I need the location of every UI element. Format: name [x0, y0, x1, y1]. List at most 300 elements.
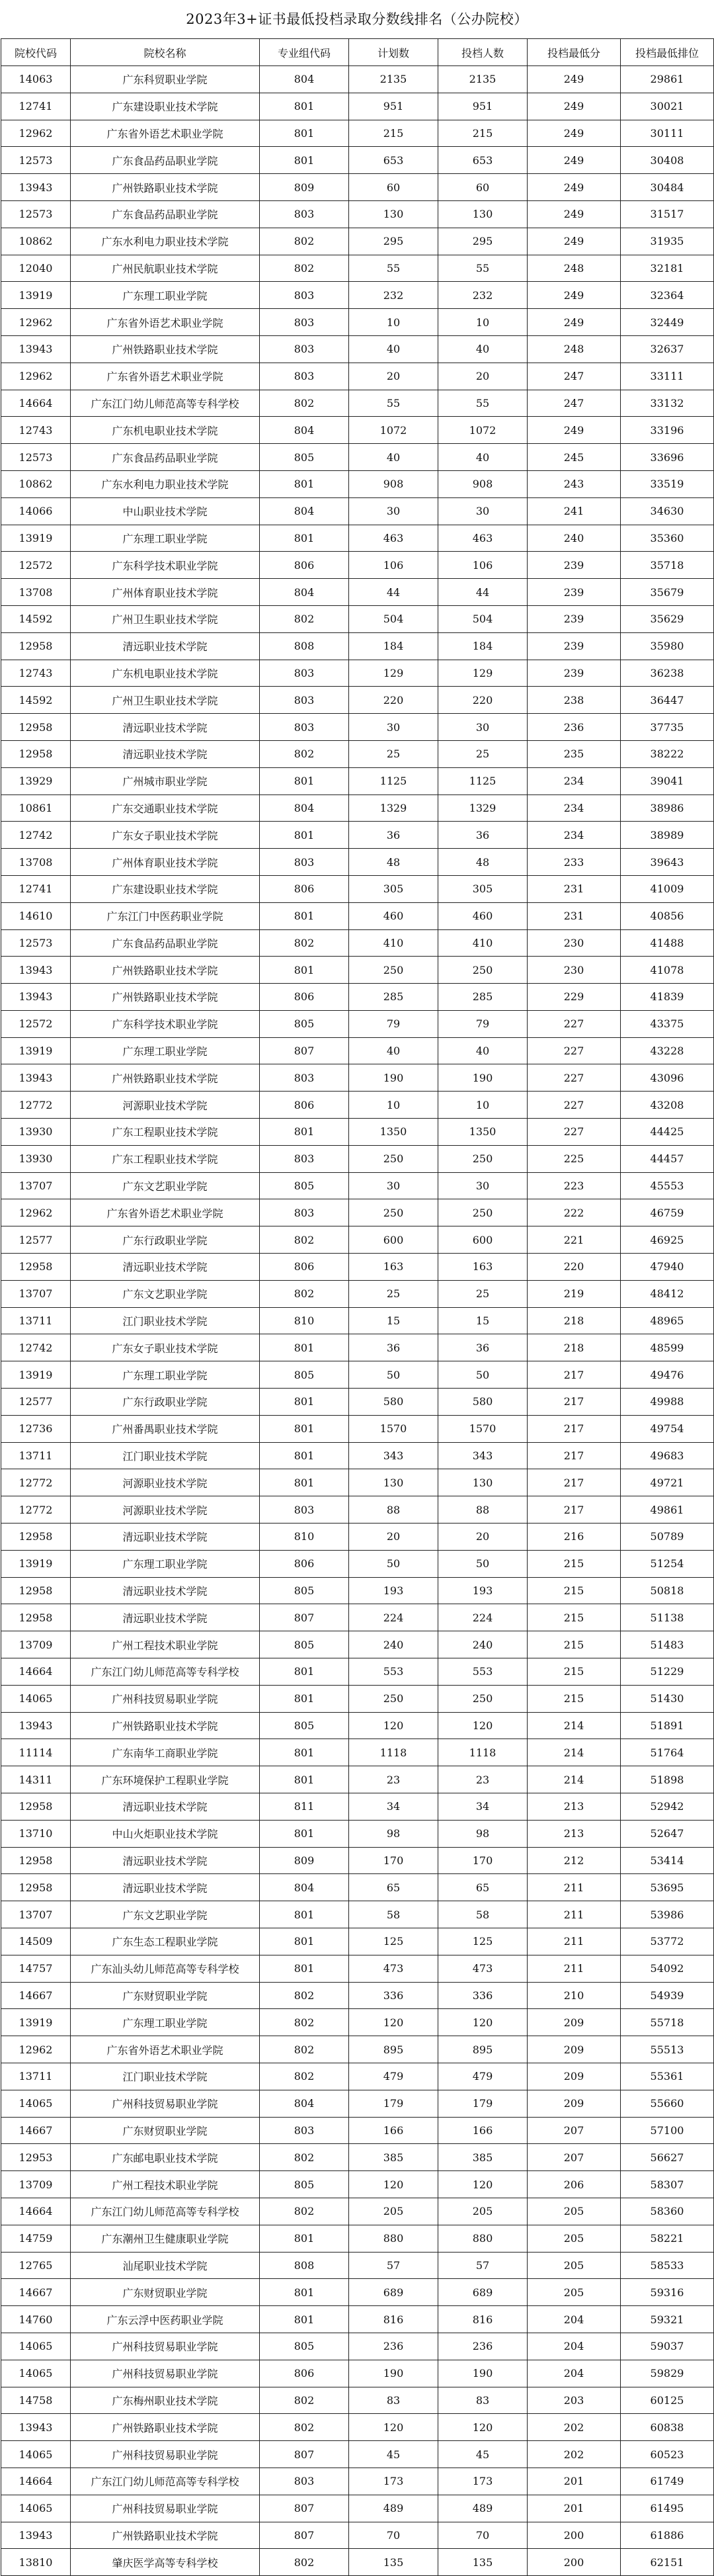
cell-min-score: 227	[528, 1037, 621, 1064]
cell-plan-count: 489	[349, 2495, 438, 2522]
cell-enrolled-count: 895	[438, 2036, 528, 2063]
cell-school-name: 广东科贸职业学院	[71, 66, 260, 93]
cell-major-group-code: 807	[260, 2495, 349, 2522]
admission-score-table	[1, 38, 714, 2576]
cell-school-name: 广东南华工商职业学院	[71, 1739, 260, 1766]
cell-major-group-code: 801	[260, 1442, 349, 1469]
cell-min-score: 205	[528, 2252, 621, 2279]
cell-school-code: 14065	[1, 2360, 71, 2387]
cell-enrolled-count: 30	[438, 714, 528, 741]
cell-enrolled-count: 489	[438, 2495, 528, 2522]
cell-enrolled-count: 50	[438, 1550, 528, 1577]
table-row	[1, 363, 714, 390]
cell-school-name: 广东理工职业学院	[71, 1037, 260, 1064]
table-row	[1, 1955, 714, 1982]
cell-major-group-code: 802	[260, 2414, 349, 2441]
cell-min-score: 216	[528, 1524, 621, 1551]
cell-plan-count: 504	[349, 605, 438, 632]
cell-min-score: 230	[528, 929, 621, 957]
cell-enrolled-count: 410	[438, 929, 528, 957]
cell-school-code: 13709	[1, 1631, 71, 1658]
cell-major-group-code: 801	[260, 1658, 349, 1686]
cell-school-name: 广东建设职业技术学院	[71, 875, 260, 902]
cell-major-group-code: 801	[260, 2279, 349, 2306]
table-row	[1, 444, 714, 471]
cell-enrolled-count: 232	[438, 282, 528, 309]
cell-school-code: 14667	[1, 2117, 71, 2144]
cell-plan-count: 1118	[349, 1739, 438, 1766]
cell-enrolled-count: 250	[438, 1145, 528, 1172]
cell-min-score: 241	[528, 497, 621, 525]
table-row	[1, 1469, 714, 1496]
cell-major-group-code: 801	[260, 147, 349, 174]
cell-school-name: 广东财贸职业学院	[71, 1982, 260, 2009]
cell-school-name: 广东交通职业技术学院	[71, 794, 260, 822]
table-row	[1, 1550, 714, 1577]
cell-school-name: 广东行政职业学院	[71, 1226, 260, 1254]
cell-school-code: 12577	[1, 1226, 71, 1254]
cell-plan-count: 460	[349, 902, 438, 929]
cell-major-group-code: 802	[260, 1982, 349, 2009]
cell-min-score: 211	[528, 1928, 621, 1955]
cell-enrolled-count: 40	[438, 335, 528, 363]
cell-enrolled-count: 463	[438, 525, 528, 552]
cell-school-name: 广州体育职业技术学院	[71, 579, 260, 606]
table-row	[1, 1658, 714, 1686]
cell-major-group-code: 801	[260, 1928, 349, 1955]
cell-enrolled-count: 1570	[438, 1415, 528, 1442]
cell-min-rank: 32364	[621, 282, 714, 309]
table-row	[1, 525, 714, 552]
cell-plan-count: 305	[349, 875, 438, 902]
table-row	[1, 929, 714, 957]
cell-major-group-code: 803	[260, 335, 349, 363]
cell-major-group-code: 802	[260, 1280, 349, 1307]
cell-min-score: 201	[528, 2495, 621, 2522]
cell-plan-count: 205	[349, 2198, 438, 2225]
cell-major-group-code: 802	[260, 2036, 349, 2063]
cell-enrolled-count: 951	[438, 93, 528, 120]
cell-school-name: 广州科技贸易职业学院	[71, 2090, 260, 2117]
table-row	[1, 1064, 714, 1092]
cell-plan-count: 30	[349, 497, 438, 525]
table-row	[1, 1145, 714, 1172]
cell-major-group-code: 805	[260, 2333, 349, 2360]
cell-enrolled-count: 343	[438, 1442, 528, 1469]
cell-major-group-code: 806	[260, 1550, 349, 1577]
cell-major-group-code: 802	[260, 255, 349, 282]
cell-min-rank: 41488	[621, 929, 714, 957]
cell-min-rank: 35360	[621, 525, 714, 552]
cell-enrolled-count: 130	[438, 200, 528, 228]
cell-school-name: 广州科技贸易职业学院	[71, 2495, 260, 2522]
cell-min-score: 215	[528, 1631, 621, 1658]
cell-min-score: 206	[528, 2171, 621, 2198]
cell-school-name: 广州铁路职业技术学院	[71, 957, 260, 984]
cell-min-rank: 46925	[621, 1226, 714, 1254]
cell-major-group-code: 802	[260, 1226, 349, 1254]
cell-min-rank: 47940	[621, 1254, 714, 1281]
cell-min-rank: 61886	[621, 2522, 714, 2549]
cell-school-code: 12573	[1, 929, 71, 957]
cell-enrolled-count: 50	[438, 1361, 528, 1389]
cell-min-rank: 43375	[621, 1010, 714, 1037]
cell-min-rank: 48965	[621, 1307, 714, 1334]
cell-major-group-code: 807	[260, 2441, 349, 2468]
cell-school-code: 10862	[1, 470, 71, 497]
cell-school-name: 广东环境保护工程职业学院	[71, 1766, 260, 1793]
cell-school-name: 广州铁路职业技术学院	[71, 174, 260, 201]
cell-min-rank: 35980	[621, 632, 714, 660]
cell-major-group-code: 810	[260, 1307, 349, 1334]
cell-school-code: 12772	[1, 1496, 71, 1524]
cell-major-group-code: 802	[260, 2387, 349, 2414]
cell-major-group-code: 801	[260, 767, 349, 794]
cell-min-rank: 53986	[621, 1901, 714, 1928]
cell-enrolled-count: 20	[438, 1524, 528, 1551]
cell-enrolled-count: 98	[438, 1820, 528, 1847]
cell-school-code: 12958	[1, 1847, 71, 1874]
cell-plan-count: 220	[349, 687, 438, 714]
cell-plan-count: 689	[349, 2279, 438, 2306]
cell-enrolled-count: 163	[438, 1254, 528, 1281]
cell-school-code: 13919	[1, 282, 71, 309]
cell-enrolled-count: 295	[438, 228, 528, 255]
cell-school-name: 广东省外语艺术职业学院	[71, 363, 260, 390]
cell-min-score: 249	[528, 417, 621, 444]
cell-min-score: 234	[528, 767, 621, 794]
cell-school-code: 12573	[1, 147, 71, 174]
cell-school-code: 14664	[1, 390, 71, 417]
cell-school-name: 广州铁路职业技术学院	[71, 2414, 260, 2441]
cell-school-name: 广州铁路职业技术学院	[71, 1064, 260, 1092]
cell-min-rank: 37735	[621, 714, 714, 741]
cell-plan-count: 120	[349, 2414, 438, 2441]
cell-min-rank: 52647	[621, 1820, 714, 1847]
cell-major-group-code: 804	[260, 1874, 349, 1901]
cell-enrolled-count: 1125	[438, 767, 528, 794]
cell-school-name: 广东省外语艺术职业学院	[71, 120, 260, 147]
table-row	[1, 1307, 714, 1334]
table-row	[1, 632, 714, 660]
cell-min-score: 239	[528, 660, 621, 687]
cell-school-name: 广东工程职业技术学院	[71, 1119, 260, 1146]
cell-major-group-code: 803	[260, 1496, 349, 1524]
cell-plan-count: 30	[349, 1172, 438, 1199]
cell-min-rank: 49754	[621, 1415, 714, 1442]
table-row	[1, 2009, 714, 2036]
cell-plan-count: 600	[349, 1226, 438, 1254]
cell-enrolled-count: 166	[438, 2117, 528, 2144]
cell-plan-count: 385	[349, 2144, 438, 2171]
cell-min-score: 225	[528, 1145, 621, 1172]
cell-enrolled-count: 479	[438, 2063, 528, 2090]
table-row	[1, 2171, 714, 2198]
header-enrolled-count: 投档人数	[438, 39, 528, 66]
table-row	[1, 147, 714, 174]
cell-school-name: 广州铁路职业技术学院	[71, 1712, 260, 1739]
cell-plan-count: 190	[349, 1064, 438, 1092]
cell-school-code: 12736	[1, 1415, 71, 1442]
cell-school-name: 广东理工职业学院	[71, 282, 260, 309]
table-row	[1, 552, 714, 579]
table-row	[1, 2198, 714, 2225]
cell-min-rank: 43208	[621, 1092, 714, 1119]
cell-enrolled-count: 285	[438, 984, 528, 1011]
cell-school-name: 广州科技贸易职业学院	[71, 2360, 260, 2387]
cell-major-group-code: 802	[260, 929, 349, 957]
cell-major-group-code: 804	[260, 497, 349, 525]
cell-enrolled-count: 460	[438, 902, 528, 929]
cell-min-score: 249	[528, 174, 621, 201]
cell-enrolled-count: 173	[438, 2468, 528, 2495]
cell-major-group-code: 801	[260, 2306, 349, 2333]
cell-min-score: 239	[528, 632, 621, 660]
table-row	[1, 1496, 714, 1524]
cell-min-score: 239	[528, 552, 621, 579]
table-row	[1, 1766, 714, 1793]
cell-min-rank: 56627	[621, 2144, 714, 2171]
cell-min-score: 219	[528, 1280, 621, 1307]
cell-school-code: 13919	[1, 2009, 71, 2036]
cell-major-group-code: 803	[260, 1199, 349, 1226]
table-header-row	[1, 39, 714, 66]
table-row	[1, 2333, 714, 2360]
cell-major-group-code: 801	[260, 1415, 349, 1442]
cell-major-group-code: 801	[260, 120, 349, 147]
cell-min-score: 247	[528, 363, 621, 390]
cell-major-group-code: 802	[260, 2198, 349, 2225]
cell-major-group-code: 802	[260, 605, 349, 632]
table-row	[1, 2468, 714, 2495]
cell-school-code: 13919	[1, 1550, 71, 1577]
cell-plan-count: 343	[349, 1442, 438, 1469]
cell-school-code: 12772	[1, 1092, 71, 1119]
cell-major-group-code: 802	[260, 2009, 349, 2036]
cell-min-rank: 60523	[621, 2441, 714, 2468]
cell-plan-count: 951	[349, 93, 438, 120]
cell-enrolled-count: 1350	[438, 1119, 528, 1146]
cell-enrolled-count: 15	[438, 1307, 528, 1334]
cell-min-score: 214	[528, 1712, 621, 1739]
cell-min-score: 249	[528, 93, 621, 120]
cell-school-name: 广东省外语艺术职业学院	[71, 2036, 260, 2063]
cell-min-rank: 51891	[621, 1712, 714, 1739]
cell-min-rank: 41009	[621, 875, 714, 902]
cell-major-group-code: 805	[260, 2171, 349, 2198]
cell-min-score: 203	[528, 2387, 621, 2414]
cell-school-name: 河源职业技术学院	[71, 1496, 260, 1524]
cell-plan-count: 1072	[349, 417, 438, 444]
cell-min-rank: 41078	[621, 957, 714, 984]
cell-major-group-code: 806	[260, 552, 349, 579]
cell-min-score: 217	[528, 1442, 621, 1469]
table-row	[1, 309, 714, 336]
cell-plan-count: 120	[349, 2009, 438, 2036]
cell-school-code: 12772	[1, 1469, 71, 1496]
cell-school-code: 14063	[1, 66, 71, 93]
table-row	[1, 2036, 714, 2063]
cell-school-name: 江门职业技术学院	[71, 2063, 260, 2090]
cell-major-group-code: 809	[260, 1847, 349, 1874]
cell-plan-count: 895	[349, 2036, 438, 2063]
cell-plan-count: 224	[349, 1604, 438, 1631]
cell-school-code: 14758	[1, 2387, 71, 2414]
cell-school-code: 14664	[1, 2468, 71, 2495]
table-row	[1, 1389, 714, 1416]
cell-school-name: 广东省外语艺术职业学院	[71, 1199, 260, 1226]
cell-school-name: 清远职业技术学院	[71, 1524, 260, 1551]
cell-enrolled-count: 305	[438, 875, 528, 902]
cell-min-score: 234	[528, 822, 621, 849]
cell-major-group-code: 805	[260, 1712, 349, 1739]
cell-school-code: 12572	[1, 1010, 71, 1037]
cell-enrolled-count: 190	[438, 2360, 528, 2387]
cell-school-code: 13710	[1, 1820, 71, 1847]
cell-min-rank: 55513	[621, 2036, 714, 2063]
cell-major-group-code: 801	[260, 470, 349, 497]
cell-school-name: 广东文艺职业学院	[71, 1172, 260, 1199]
cell-min-rank: 43096	[621, 1064, 714, 1092]
cell-enrolled-count: 205	[438, 2198, 528, 2225]
cell-major-group-code: 804	[260, 2090, 349, 2117]
cell-min-rank: 51229	[621, 1658, 714, 1686]
cell-enrolled-count: 184	[438, 632, 528, 660]
table-row	[1, 2414, 714, 2441]
cell-school-code: 12962	[1, 363, 71, 390]
table-row	[1, 1119, 714, 1146]
table-row	[1, 1254, 714, 1281]
cell-school-code: 12765	[1, 2252, 71, 2279]
table-row	[1, 1874, 714, 1901]
cell-min-score: 239	[528, 579, 621, 606]
cell-plan-count: 20	[349, 1524, 438, 1551]
cell-school-name: 广东女子职业技术学院	[71, 1334, 260, 1361]
cell-min-rank: 53414	[621, 1847, 714, 1874]
cell-plan-count: 79	[349, 1010, 438, 1037]
cell-min-score: 205	[528, 2198, 621, 2225]
cell-school-code: 13919	[1, 1037, 71, 1064]
cell-plan-count: 1125	[349, 767, 438, 794]
cell-school-name: 广州工程技术职业学院	[71, 1631, 260, 1658]
cell-plan-count: 479	[349, 2063, 438, 2090]
cell-school-name: 广东财贸职业学院	[71, 2279, 260, 2306]
table-row	[1, 1739, 714, 1766]
table-row	[1, 2549, 714, 2576]
cell-plan-count: 1350	[349, 1119, 438, 1146]
cell-plan-count: 473	[349, 1955, 438, 1982]
table-row	[1, 390, 714, 417]
cell-min-score: 230	[528, 957, 621, 984]
cell-min-rank: 53695	[621, 1874, 714, 1901]
cell-school-name: 肇庆医学高等专科学校	[71, 2549, 260, 2576]
cell-plan-count: 36	[349, 822, 438, 849]
table-row	[1, 1010, 714, 1037]
cell-school-name: 中山火炬职业技术学院	[71, 1820, 260, 1847]
cell-school-name: 清远职业技术学院	[71, 740, 260, 767]
cell-school-code: 13943	[1, 957, 71, 984]
cell-school-code: 12573	[1, 200, 71, 228]
cell-school-code: 13709	[1, 2171, 71, 2198]
cell-min-rank: 38222	[621, 740, 714, 767]
cell-enrolled-count: 220	[438, 687, 528, 714]
cell-min-score: 249	[528, 200, 621, 228]
cell-min-rank: 57100	[621, 2117, 714, 2144]
cell-enrolled-count: 25	[438, 1280, 528, 1307]
cell-enrolled-count: 240	[438, 1631, 528, 1658]
cell-min-score: 235	[528, 740, 621, 767]
cell-school-name: 清远职业技术学院	[71, 1874, 260, 1901]
cell-major-group-code: 803	[260, 282, 349, 309]
cell-major-group-code: 805	[260, 1172, 349, 1199]
cell-min-score: 202	[528, 2414, 621, 2441]
cell-plan-count: 236	[349, 2333, 438, 2360]
cell-plan-count: 30	[349, 714, 438, 741]
cell-school-code: 13943	[1, 2414, 71, 2441]
cell-school-name: 广东食品药品职业学院	[71, 200, 260, 228]
cell-school-name: 广东理工职业学院	[71, 2009, 260, 2036]
cell-enrolled-count: 25	[438, 740, 528, 767]
cell-plan-count: 135	[349, 2549, 438, 2576]
header-major-group-code: 专业组代码	[260, 39, 349, 66]
cell-min-score: 229	[528, 984, 621, 1011]
cell-school-code: 12962	[1, 2036, 71, 2063]
cell-major-group-code: 803	[260, 309, 349, 336]
header-min-rank: 投档最低排位	[621, 39, 714, 66]
cell-min-score: 249	[528, 228, 621, 255]
cell-major-group-code: 801	[260, 822, 349, 849]
cell-school-name: 广东女子职业技术学院	[71, 822, 260, 849]
table-row	[1, 1280, 714, 1307]
cell-school-name: 清远职业技术学院	[71, 1604, 260, 1631]
cell-plan-count: 163	[349, 1254, 438, 1281]
table-row	[1, 228, 714, 255]
cell-min-score: 209	[528, 2009, 621, 2036]
cell-min-rank: 33196	[621, 417, 714, 444]
cell-plan-count: 232	[349, 282, 438, 309]
cell-min-score: 220	[528, 1254, 621, 1281]
cell-school-code: 13707	[1, 1280, 71, 1307]
cell-school-name: 河源职业技术学院	[71, 1092, 260, 1119]
cell-min-score: 209	[528, 2090, 621, 2117]
cell-school-code: 14664	[1, 2198, 71, 2225]
cell-min-rank: 51138	[621, 1604, 714, 1631]
cell-enrolled-count: 653	[438, 147, 528, 174]
cell-plan-count: 36	[349, 1334, 438, 1361]
cell-school-code: 13943	[1, 174, 71, 201]
cell-min-rank: 59316	[621, 2279, 714, 2306]
cell-plan-count: 295	[349, 228, 438, 255]
table-row	[1, 120, 714, 147]
cell-major-group-code: 808	[260, 2252, 349, 2279]
table-row	[1, 1361, 714, 1389]
cell-enrolled-count: 689	[438, 2279, 528, 2306]
cell-plan-count: 25	[349, 740, 438, 767]
cell-major-group-code: 805	[260, 444, 349, 471]
cell-major-group-code: 801	[260, 1685, 349, 1712]
cell-major-group-code: 809	[260, 174, 349, 201]
cell-plan-count: 173	[349, 2468, 438, 2495]
cell-school-code: 14757	[1, 1955, 71, 1982]
cell-min-score: 215	[528, 1658, 621, 1686]
cell-min-rank: 51430	[621, 1685, 714, 1712]
cell-school-name: 广东云浮中医药职业学院	[71, 2306, 260, 2333]
cell-major-group-code: 802	[260, 228, 349, 255]
cell-school-name: 广东机电职业技术学院	[71, 417, 260, 444]
cell-plan-count: 653	[349, 147, 438, 174]
cell-min-rank: 60838	[621, 2414, 714, 2441]
cell-enrolled-count: 215	[438, 120, 528, 147]
